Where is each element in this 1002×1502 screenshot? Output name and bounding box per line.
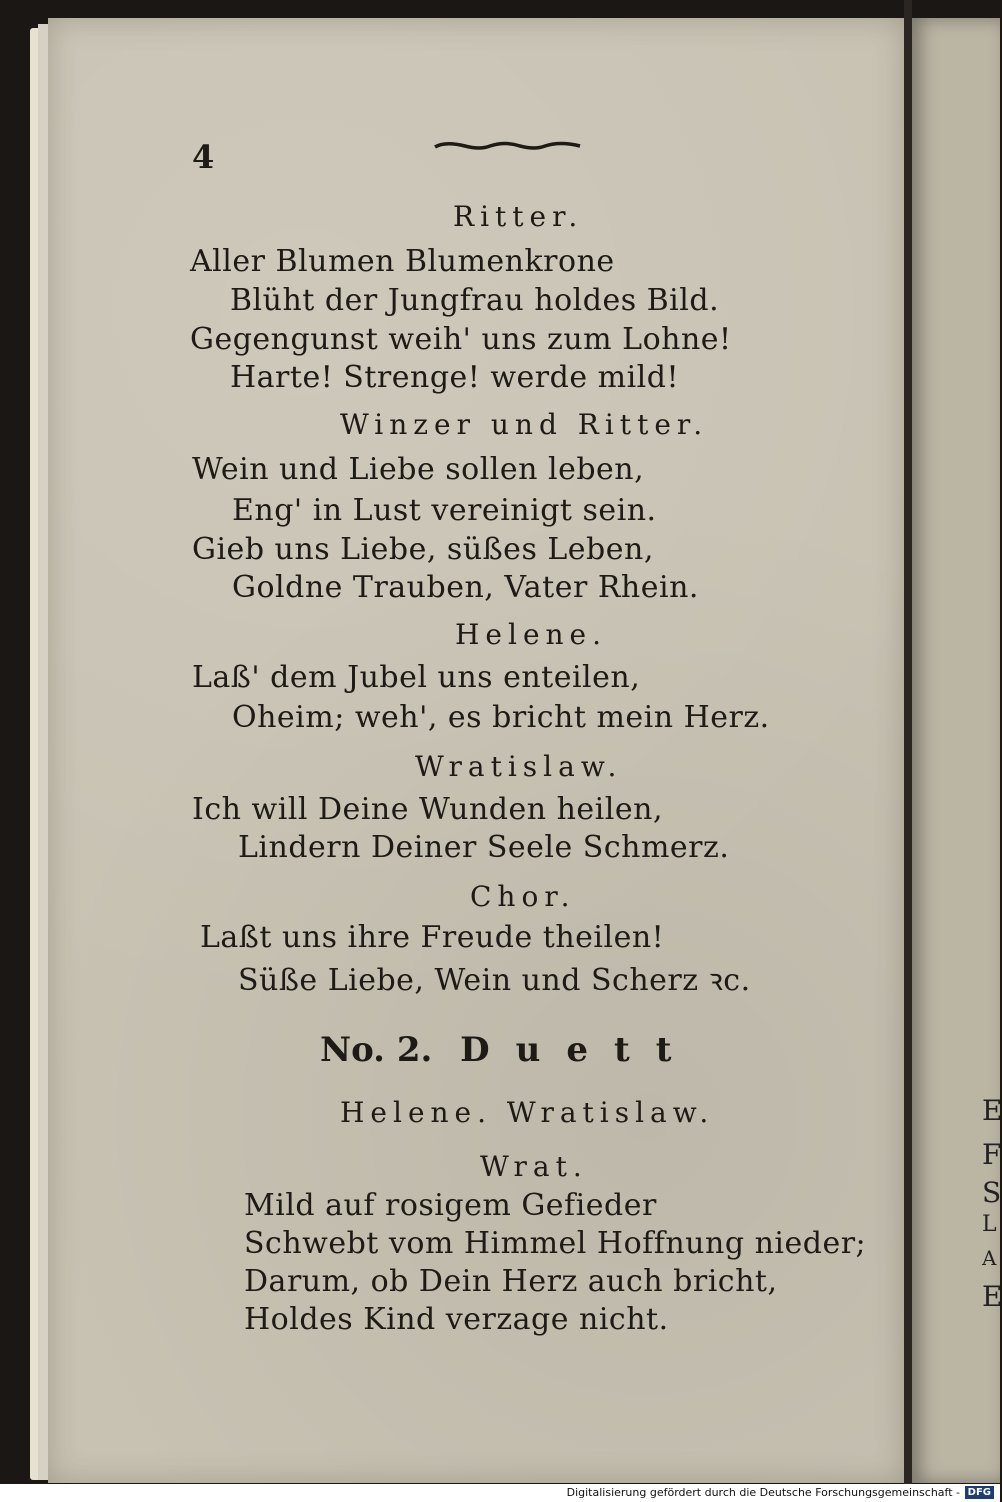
verse-line: Eng' in Lust vereinigt sein. bbox=[232, 493, 657, 528]
facing-page-letter: S bbox=[982, 1176, 1002, 1209]
verse-line: Schwebt vom Himmel Hoffnung nieder; bbox=[244, 1226, 867, 1261]
verse-line: Ich will Deine Wunden heilen, bbox=[192, 792, 663, 827]
verse-line: Süße Liebe, Wein und Scherz ꝛc. bbox=[238, 963, 751, 998]
verse-line: Goldne Trauben, Vater Rhein. bbox=[232, 570, 699, 605]
dfg-logo: DFG bbox=[965, 1486, 994, 1499]
verse-line: Gegengunst weih' uns zum Lohne! bbox=[190, 322, 732, 357]
verse-line: Oheim; weh', es bricht mein Herz. bbox=[232, 700, 770, 735]
section-title: Duett bbox=[460, 1030, 698, 1070]
speaker-heading: Ritter. bbox=[453, 200, 584, 233]
speaker-heading: Helene. bbox=[455, 618, 608, 651]
footer-credit: Digitalisierung gefördert durch die Deutsche Forschungsgemeinschaft - bbox=[566, 1486, 960, 1499]
verse-line: Lindern Deiner Seele Schmerz. bbox=[238, 830, 730, 865]
characters-heading: Helene. Wratislaw. bbox=[340, 1096, 715, 1129]
verse-line: Harte! Strenge! werde mild! bbox=[230, 360, 680, 395]
facing-page-letter: L bbox=[982, 1212, 997, 1237]
verse-line: Holdes Kind verzage nicht. bbox=[244, 1302, 669, 1337]
section-number: No. 2. bbox=[320, 1030, 433, 1070]
verse-line: Darum, ob Dein Herz auch bricht, bbox=[244, 1264, 778, 1299]
page-number: 4 bbox=[192, 138, 215, 176]
speaker-heading: Winzer und Ritter. bbox=[340, 408, 709, 441]
verse-line: Wein und Liebe sollen leben, bbox=[192, 452, 645, 487]
verse-line: Laßt uns ihre Freude theilen! bbox=[200, 920, 665, 955]
verse-line: Gieb uns Liebe, süßes Leben, bbox=[192, 532, 654, 567]
verse-line: Mild auf rosigem Gefieder bbox=[244, 1188, 657, 1223]
verse-line: Aller Blumen Blumenkrone bbox=[190, 244, 615, 279]
facing-page-letter: E bbox=[982, 1094, 1002, 1127]
facing-page-letter: F bbox=[982, 1138, 1002, 1171]
book-gutter bbox=[904, 0, 912, 1502]
header-ornament bbox=[435, 141, 580, 151]
speaker-heading: Wratislaw. bbox=[415, 750, 623, 783]
speaker-heading: Chor. bbox=[470, 880, 576, 913]
speaker-heading: Wrat. bbox=[480, 1150, 588, 1183]
verse-line: Blüht der Jungfrau holdes Bild. bbox=[230, 283, 720, 318]
facing-page-letter: E bbox=[982, 1280, 1002, 1313]
section-heading bbox=[320, 1030, 697, 1070]
facing-page-letter: A bbox=[982, 1246, 997, 1270]
verse-line: Laß' dem Jubel uns enteilen, bbox=[192, 660, 641, 695]
